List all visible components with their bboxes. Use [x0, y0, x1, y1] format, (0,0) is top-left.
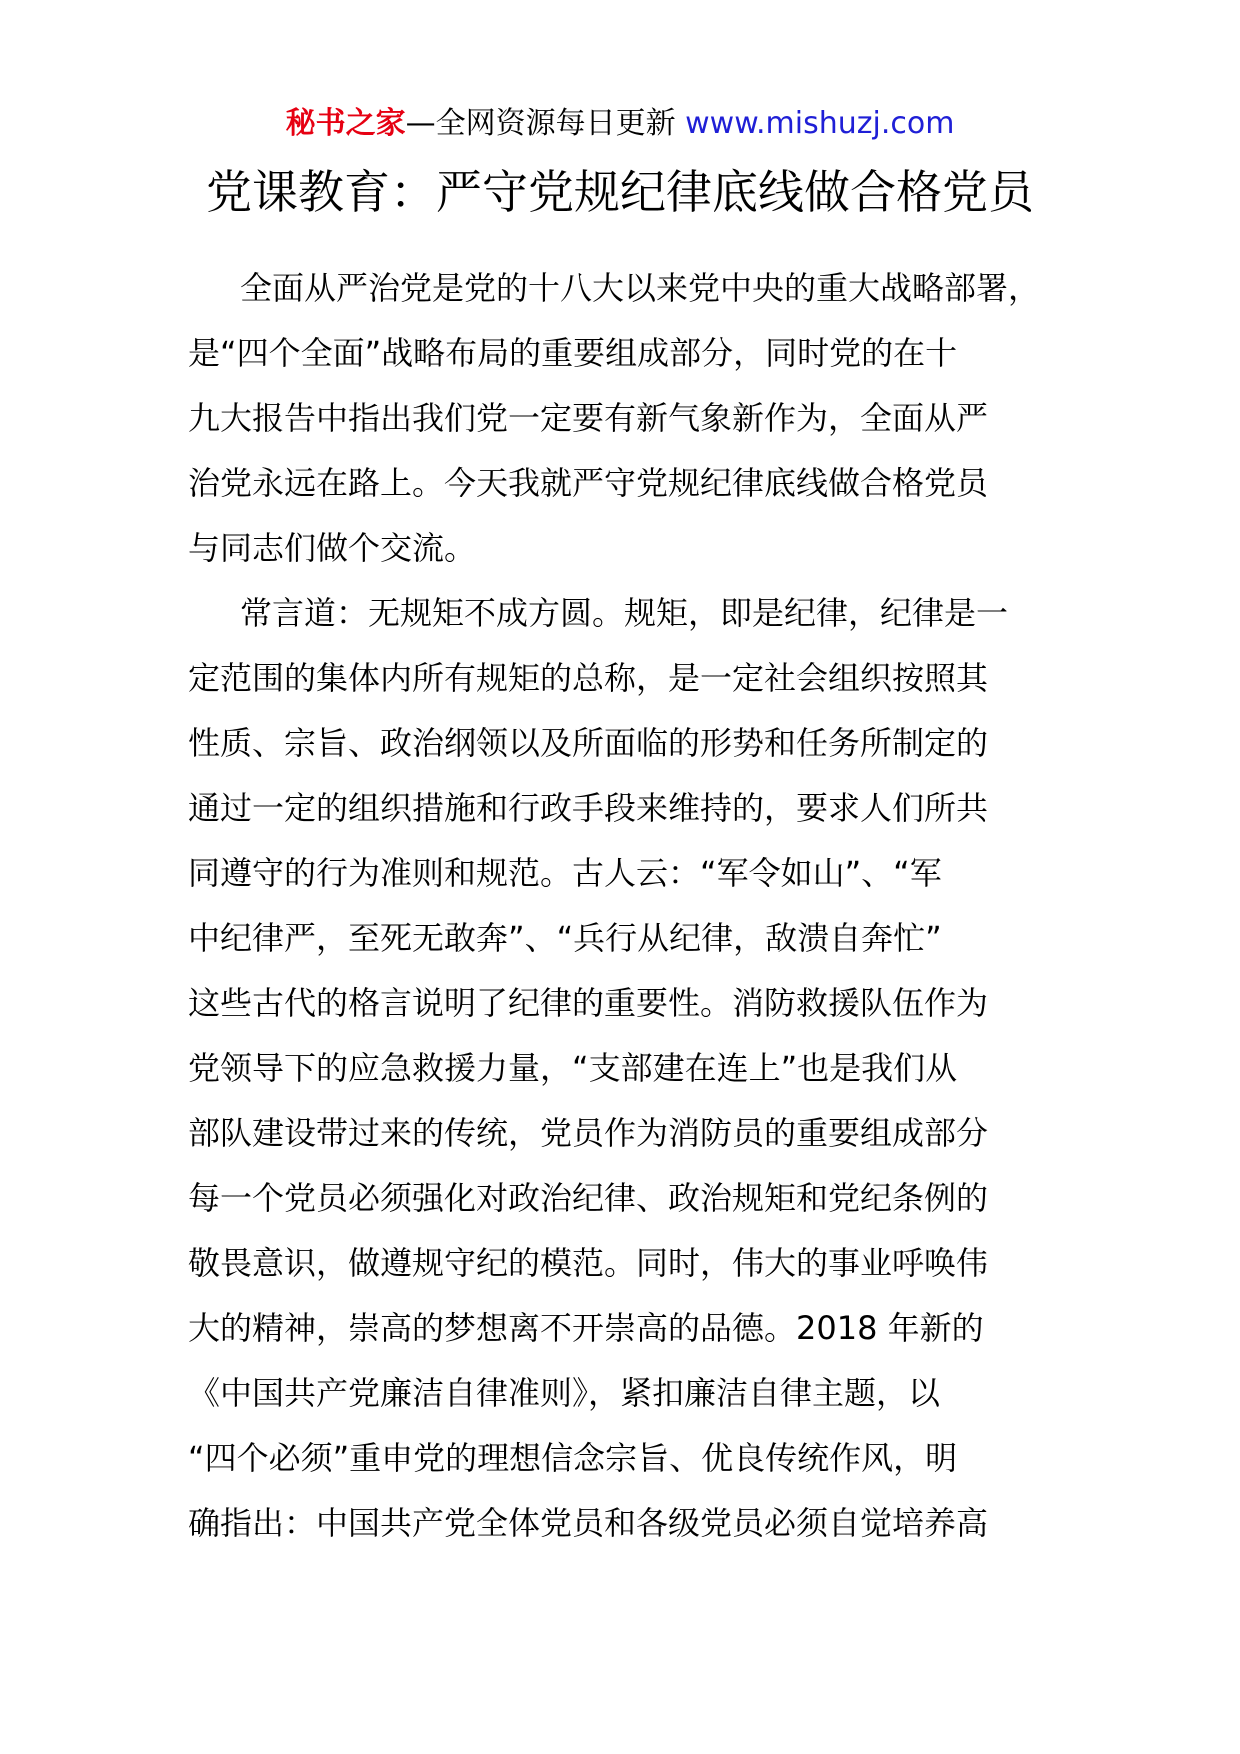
paragraph-line: 敬畏意识，做遵规守纪的模范。同时，伟大的事业呼唤伟	[188, 1244, 989, 1282]
paragraph-line: 确指出：中国共产党全体党员和各级党员必须自觉培养高	[188, 1504, 989, 1542]
paragraph-line: 每一个党员必须强化对政治纪律、政治规矩和党纪条例的	[188, 1179, 989, 1217]
paragraph-line: 党领导下的应急救援力量，“支部建在连上”也是我们从	[188, 1049, 958, 1087]
paragraph-line: 常言道：无规矩不成方圆。规矩，即是纪律，纪律是一	[240, 594, 1009, 632]
paragraph-line: 中纪律严，至死无敢奔”、“兵行从纪律，敌溃自奔忙”	[188, 919, 942, 957]
paragraph-line: 治党永远在路上。今天我就严守党规纪律底线做合格党员	[188, 464, 989, 502]
paragraph-line: 同遵守的行为准则和规范。古人云：“军令如山”、“军	[188, 854, 942, 892]
paragraph-line: 部队建设带过来的传统，党员作为消防员的重要组成部分	[188, 1114, 989, 1152]
paragraph-line: “四个必须”重申党的理想信念宗旨、优良传统作风，明	[188, 1439, 958, 1477]
paragraph-line: 《中国共产党廉洁自律准则》，紧扣廉洁自律主题，以	[188, 1374, 941, 1412]
paragraph-line: 大的精神，崇高的梦想离不开崇高的品德。2018 年新的	[188, 1309, 984, 1347]
paragraph-2	[188, 581, 1060, 1556]
site-url-link[interactable]: www.mishuzj.com	[685, 106, 955, 141]
paragraph-line: 是“四个全面”战略布局的重要组成部分，同时党的在十	[188, 334, 958, 372]
paragraph-line: 这些古代的格言说明了纪律的重要性。消防救援队伍作为	[188, 984, 989, 1022]
document-body	[188, 256, 1060, 1556]
site-name: 秘书之家	[285, 106, 406, 141]
paragraph-line: 性质、宗旨、政治纲领以及所面临的形势和任务所制定的	[188, 724, 989, 762]
paragraph-1	[188, 256, 1060, 581]
site-slogan: —全网资源每日更新	[405, 106, 686, 141]
site-header	[0, 102, 1240, 146]
paragraph-line: 通过一定的组织措施和行政手段来维持的，要求人们所共	[188, 789, 989, 827]
document-title: 党课教育：严守党规纪律底线做合格党员	[206, 165, 1034, 219]
paragraph-line: 定范围的集体内所有规矩的总称，是一定社会组织按照其	[188, 659, 989, 697]
paragraph-line: 九大报告中指出我们党一定要有新气象新作为，全面从严	[188, 399, 989, 437]
paragraph-line: 全面从严治党是党的十八大以来党中央的重大战略部署，	[240, 269, 1041, 307]
paragraph-line: 与同志们做个交流。	[188, 529, 477, 567]
